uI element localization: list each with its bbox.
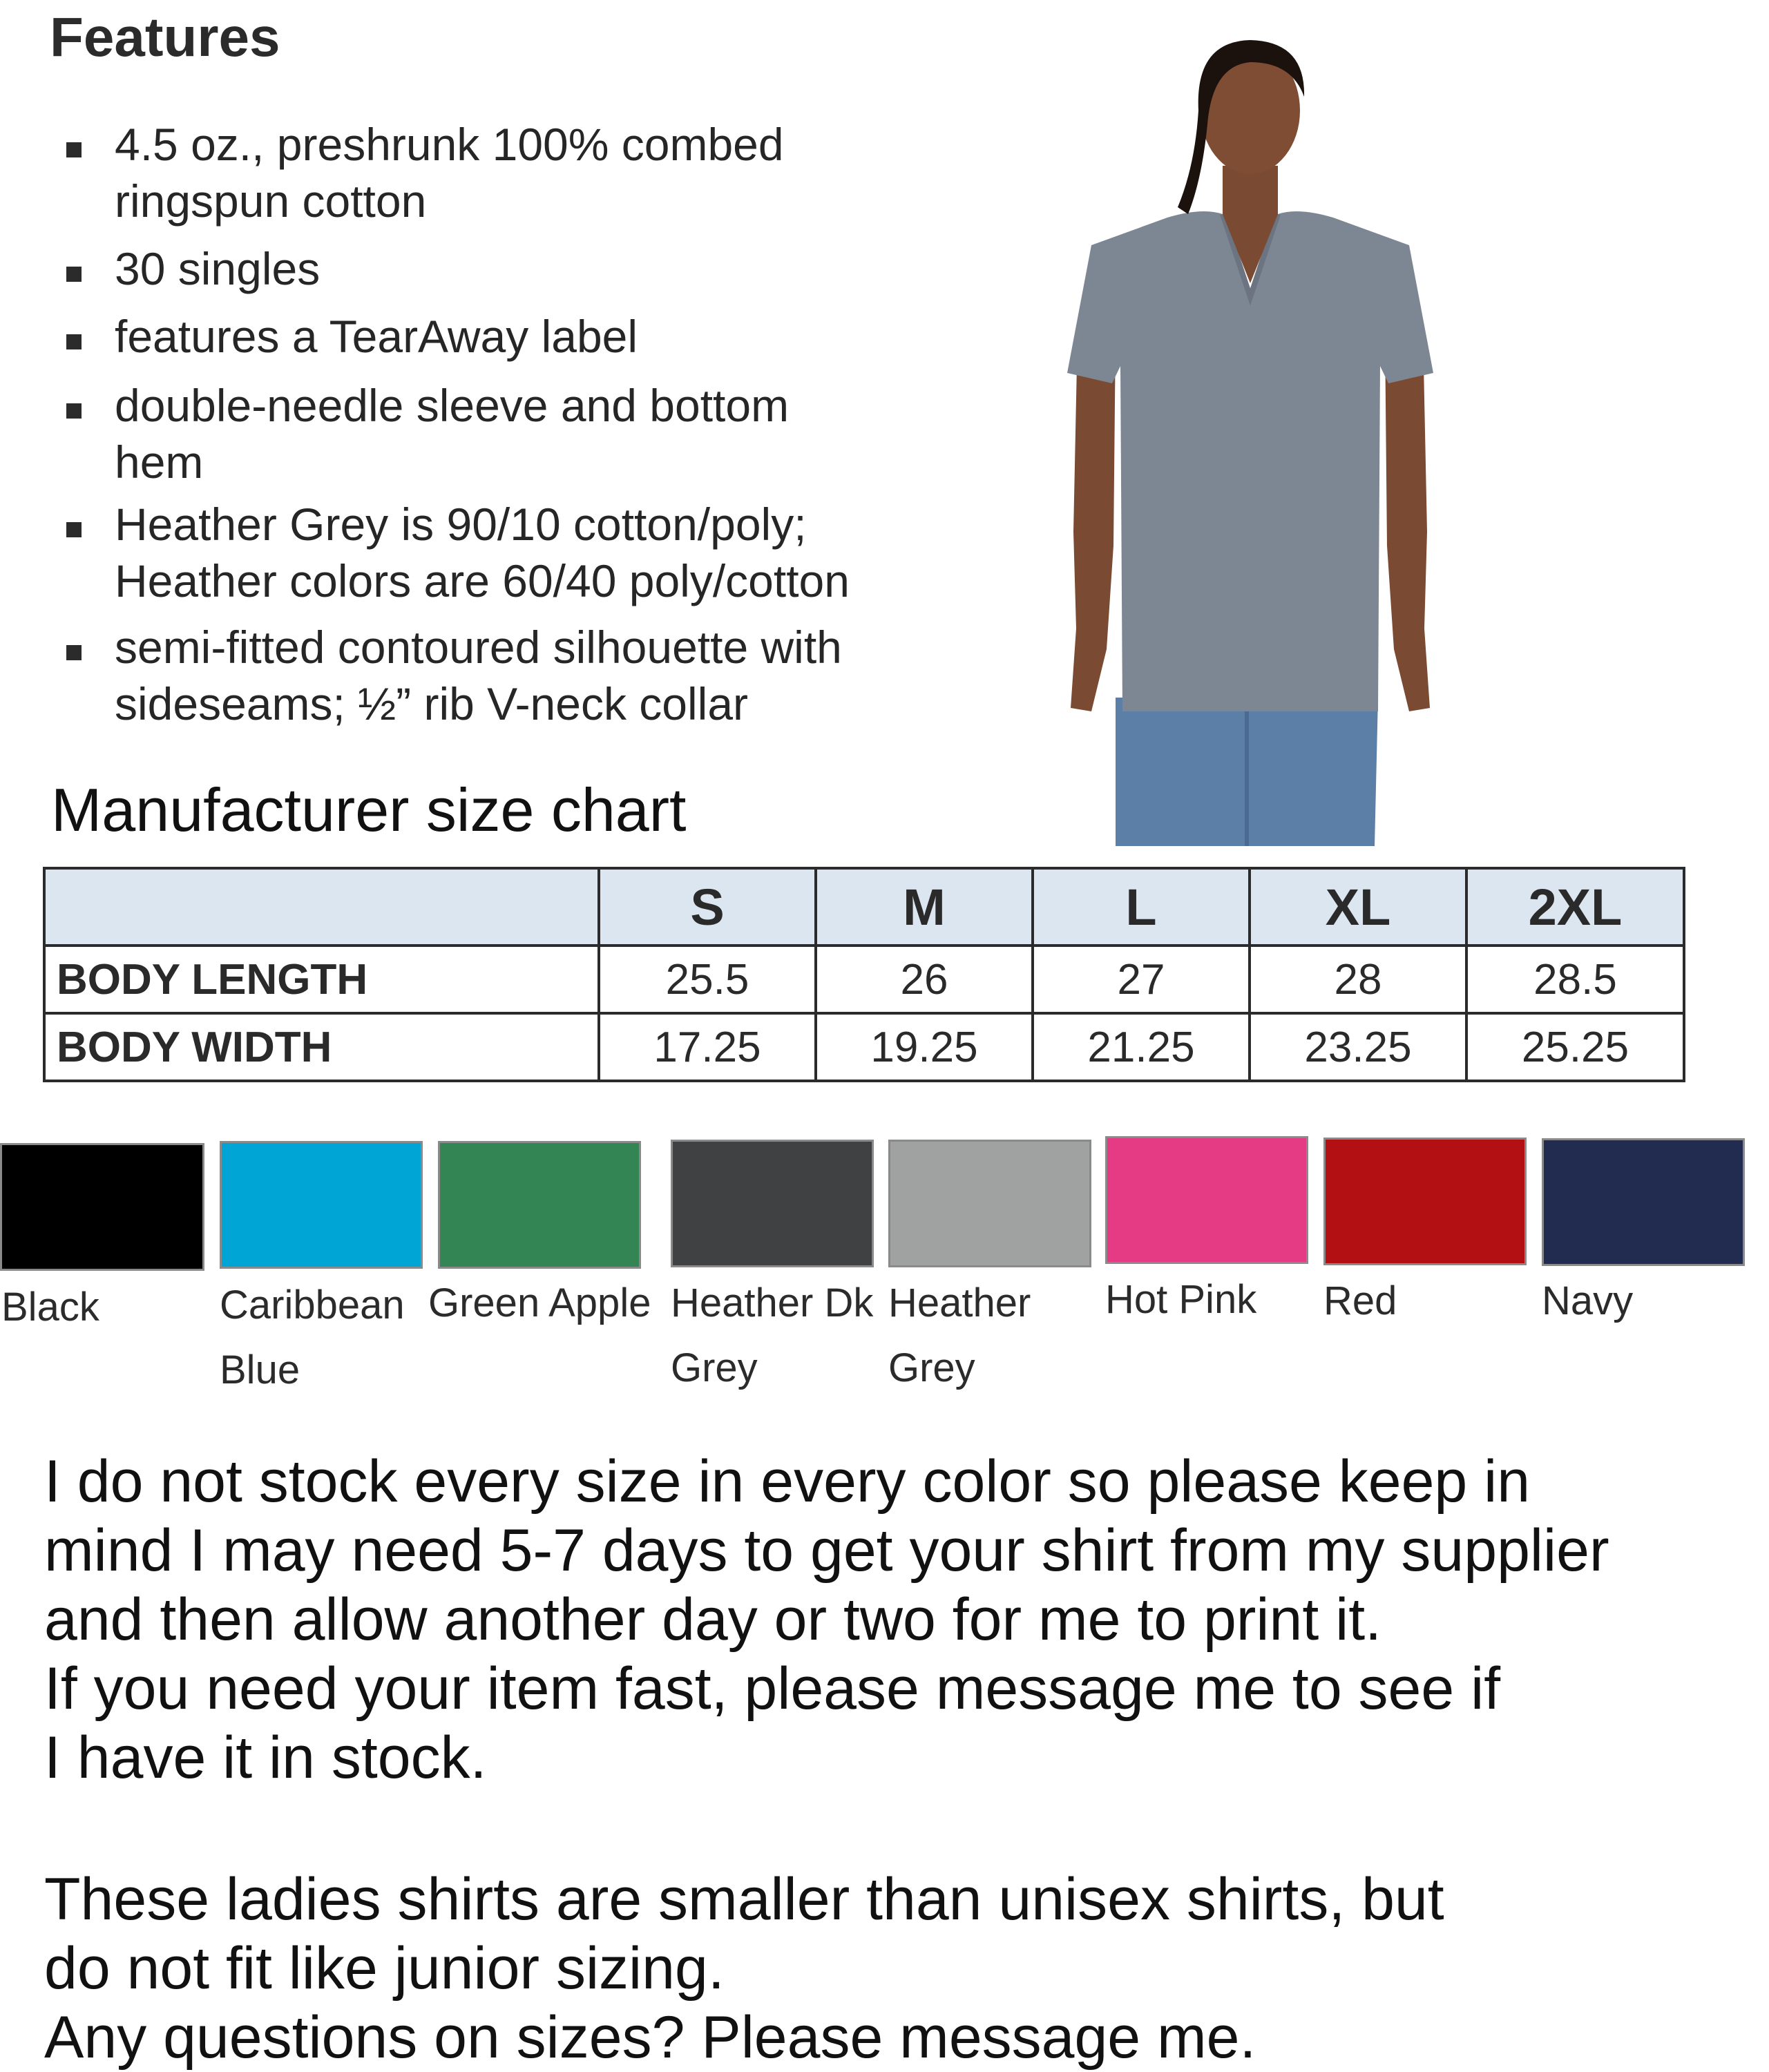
bullet-icon	[66, 142, 82, 157]
left-arm	[1071, 332, 1116, 711]
table-cell: 21.25	[1033, 1013, 1250, 1081]
swatch-label: Heather Grey	[888, 1280, 1031, 1390]
bullet-icon	[66, 522, 82, 537]
swatch-hot-pink[interactable]	[1105, 1136, 1308, 1264]
shirt	[1067, 211, 1433, 711]
model-photo	[1050, 7, 1451, 846]
stock-note: I do not stock every size in every color so please keep in mind I may need 5-7 days to get your shirt from my supplier and then allow another day or two for me to print it. If you need your item fast, please message me to see if I have it in stock.	[44, 1448, 1609, 1791]
swatch-heather-dk-grey[interactable]	[671, 1140, 874, 1267]
bullet-icon	[66, 334, 82, 349]
table-cell: 23.25	[1250, 1013, 1466, 1081]
right-arm	[1385, 332, 1430, 711]
column-header: L	[1033, 868, 1250, 946]
features-title: Features	[50, 6, 280, 68]
table-cell: 19.25	[816, 1013, 1033, 1081]
swatch-caribbean-blue[interactable]	[220, 1141, 423, 1269]
table-cell: 28.5	[1466, 946, 1684, 1013]
feature-text: 4.5 oz., preshrunk 100% combed ringspun cotton	[115, 119, 784, 227]
bullet-icon	[66, 267, 82, 282]
swatch-label: Red	[1323, 1278, 1397, 1323]
feature-text: semi-fitted contoured silhouette with sideseams; ½” rib V-neck collar	[115, 622, 842, 729]
row-label: BODY LENGTH	[44, 946, 599, 1013]
feature-text: 30 singles	[115, 243, 321, 294]
column-header: 2XL	[1466, 868, 1684, 946]
swatch-heather-grey[interactable]	[888, 1140, 1091, 1267]
table-header-row	[44, 868, 1684, 946]
swatch-label: Black	[1, 1285, 99, 1330]
size-chart-table	[43, 867, 1685, 1082]
size-chart-title: Manufacturer size chart	[51, 776, 687, 844]
swatch-label: Hot Pink	[1105, 1277, 1257, 1322]
feature-text: double-needle sleeve and bottom hem	[115, 380, 790, 488]
column-header: XL	[1250, 868, 1466, 946]
swatch-label: Caribbean Blue	[220, 1283, 405, 1392]
swatch-label: Green Apple	[428, 1280, 651, 1325]
row-label: BODY WIDTH	[44, 1013, 599, 1081]
feature-text: Heather Grey is 90/10 cotton/poly; Heather colors are 60/40 poly/cotton	[115, 499, 850, 606]
table-row	[44, 1013, 1684, 1081]
table-row	[44, 946, 1684, 1013]
table-cell: 25.25	[1466, 1013, 1684, 1081]
feature-text: features a TearAway label	[115, 311, 638, 362]
swatch-green-apple[interactable]	[438, 1141, 641, 1269]
swatch-navy[interactable]	[1542, 1138, 1745, 1266]
bullet-icon	[66, 403, 82, 419]
column-header: M	[816, 868, 1033, 946]
table-cell: 17.25	[599, 1013, 816, 1081]
table-cell: 28	[1250, 946, 1466, 1013]
table-cell: 26	[816, 946, 1033, 1013]
table-header-empty	[44, 868, 599, 946]
table-cell: 27	[1033, 946, 1250, 1013]
swatch-red[interactable]	[1323, 1138, 1527, 1265]
sizing-note: These ladies shirts are smaller than unisex shirts, but do not fit like junior sizing. Any questions on sizes? Please message me.	[44, 1866, 1444, 2071]
bullet-icon	[66, 645, 82, 660]
swatch-label: Navy	[1542, 1278, 1634, 1323]
swatch-black[interactable]	[0, 1143, 204, 1271]
table-cell: 25.5	[599, 946, 816, 1013]
swatch-label: Heather Dk Grey	[671, 1280, 874, 1390]
column-header: S	[599, 868, 816, 946]
